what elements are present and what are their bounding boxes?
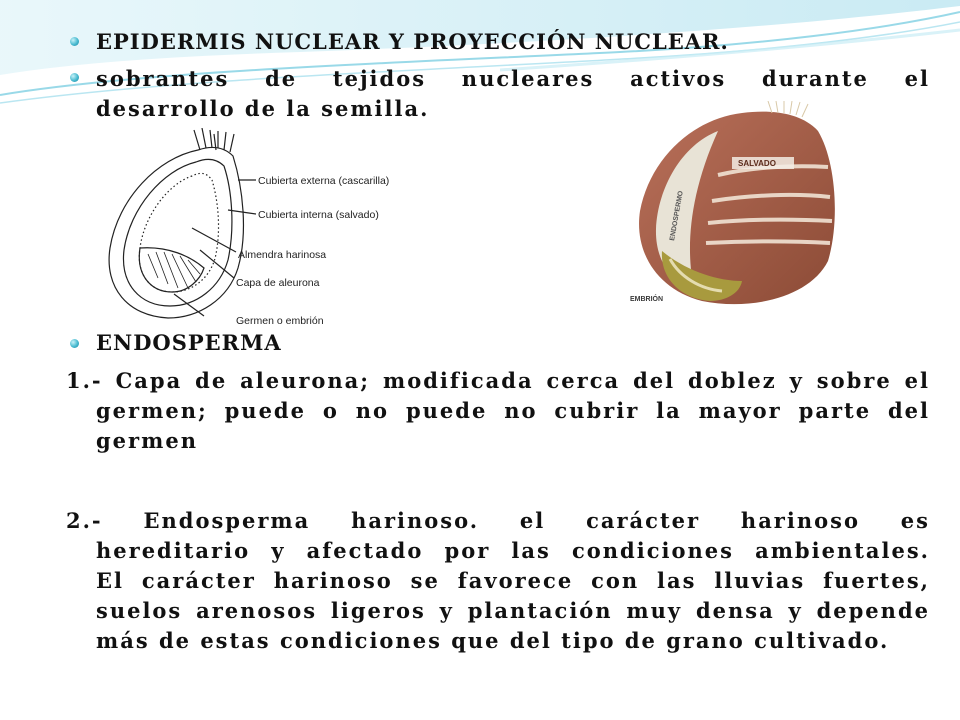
bullet-heading-epidermis: EPIDERMIS NUCLEAR Y PROYECCIÓN NUCLEAR. [96, 29, 729, 54]
diagram-label: Cubierta interna (salvado) [258, 209, 379, 221]
bullet-heading-endosperma: ENDOSPERMA [96, 330, 282, 355]
bullet-dot [70, 339, 79, 348]
bullet-dot [70, 73, 79, 82]
item-2-line: El carácter harinoso se favorece con las lluvias fuertes, [96, 568, 930, 593]
item-2-line: más de estas condiciones que del tipo de grano cultivado. [96, 628, 890, 653]
photo-label-salvado: SALVADO [738, 159, 776, 168]
photo-label-embrion: EMBRIÓN [630, 296, 664, 303]
photo-label-endospermo: ENDOSPERMO [669, 190, 685, 242]
endosperm-item-1 [66, 366, 930, 456]
bullet-dot [70, 37, 79, 46]
item-1-line: 1.- Capa de aleurona; modificada cerca del doblez y sobre el [66, 368, 930, 393]
endosperm-item-2 [66, 506, 930, 656]
bullet-text-line: sobrantes de tejidos nucleares activos durante el [96, 66, 930, 91]
grain-cross-section-illustration [622, 101, 844, 313]
diagram-label: Capa de aleurona [236, 277, 320, 289]
diagram-label: Almendra harinosa [238, 249, 327, 261]
item-2-line: suelos arenosos ligeros y plantación muy densa y depende [96, 598, 930, 623]
item-1-line: germen [96, 428, 198, 453]
grain-structure-diagram [88, 128, 428, 333]
item-1-line: germen; puede o no puede no cubrir la mayor parte del [96, 398, 930, 423]
diagram-label: Germen o embrión [236, 315, 324, 327]
diagram-label: Cubierta externa (cascarilla) [258, 175, 390, 187]
bullet-text-line: desarrollo de la semilla. [96, 96, 430, 121]
item-2-line: 2.- Endosperma harinoso. el carácter harinoso es [66, 508, 930, 533]
item-2-line: hereditario y afectado por las condiciones ambientales. [96, 538, 930, 563]
